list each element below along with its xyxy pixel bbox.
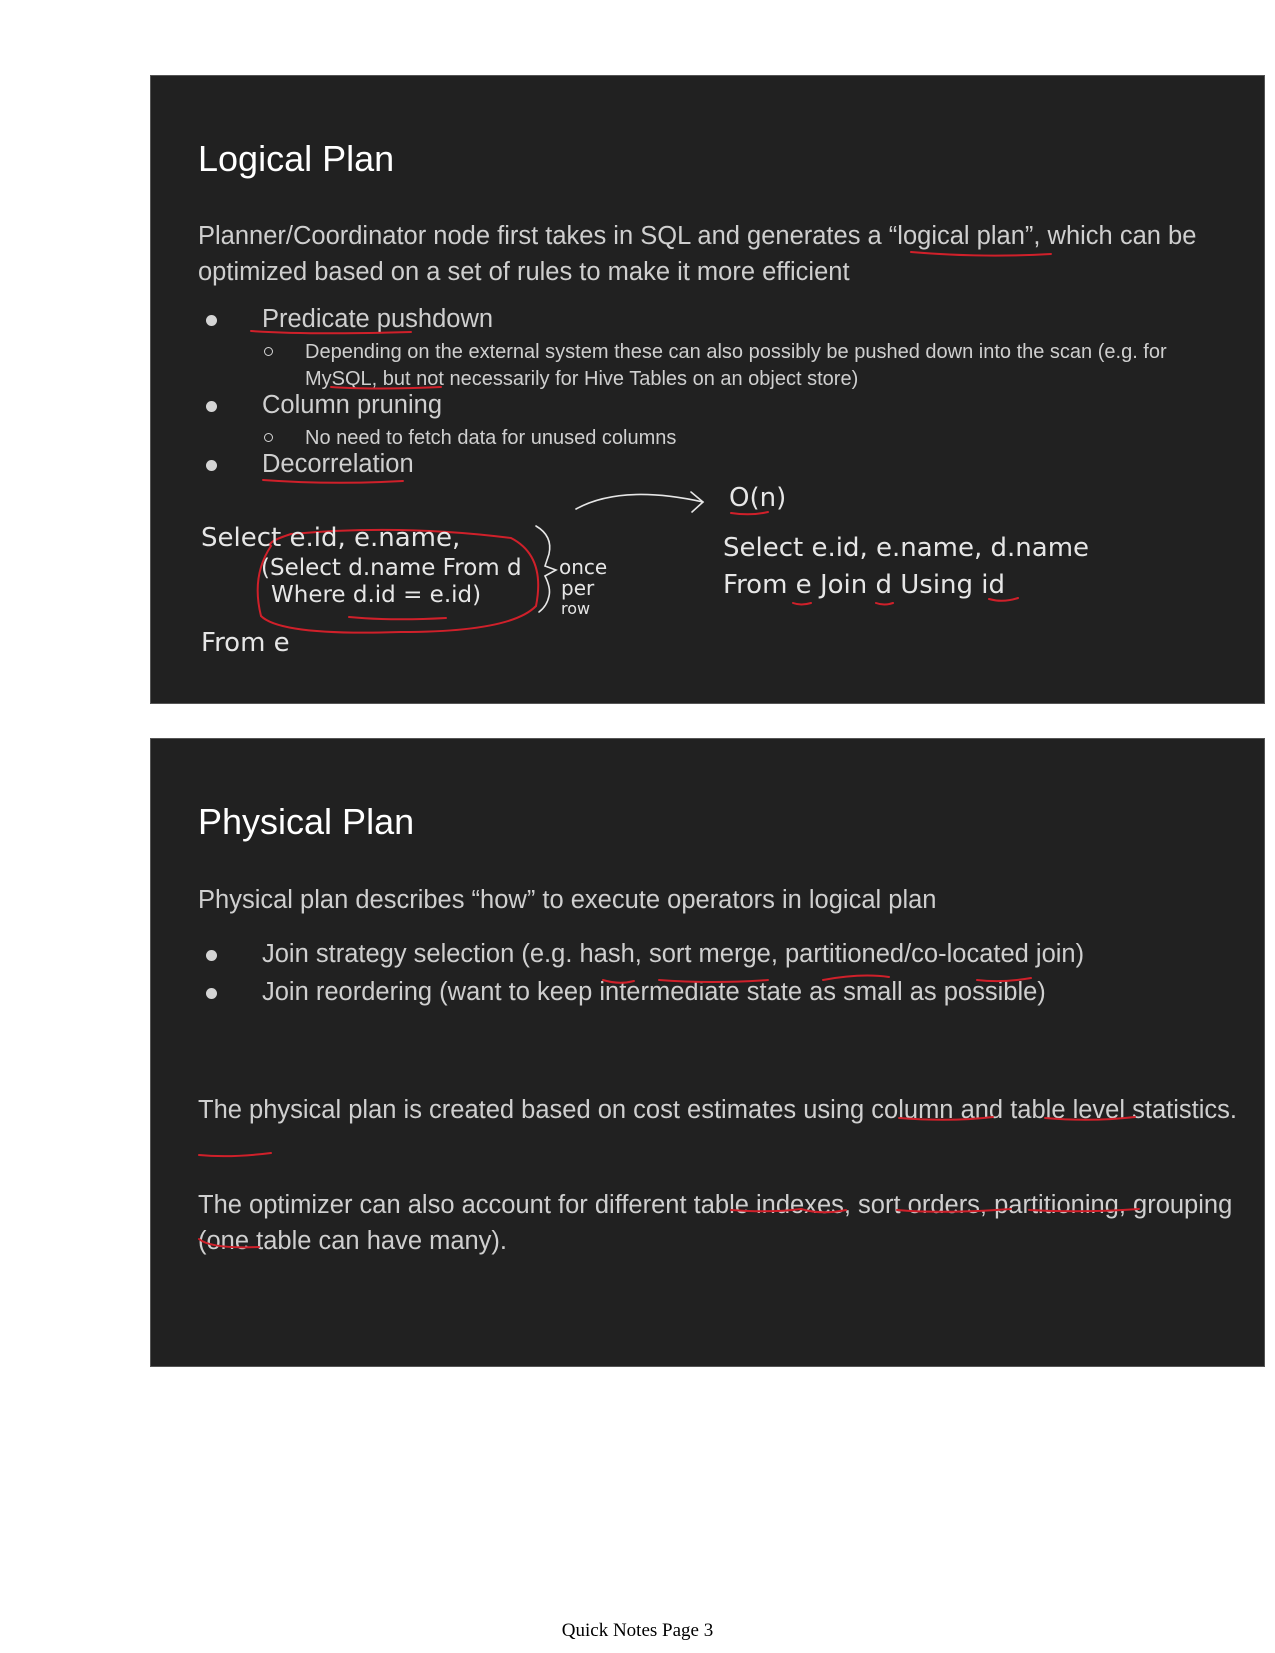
slide-logical-plan bbox=[150, 75, 1265, 704]
bullet-label: Decorrelation bbox=[262, 450, 414, 478]
bullet-label: Column pruning bbox=[262, 391, 443, 419]
sub-bullet-ring-icon bbox=[264, 433, 273, 442]
bullet-label: Join strategy selection (e.g. hash, sort merge, partitioned/co-located join) bbox=[262, 940, 1085, 968]
body-paragraph: The physical plan is created based on cost estimates using column and table level statistics. bbox=[198, 1096, 1237, 1124]
sub-bullet-ring-icon bbox=[264, 347, 273, 356]
handwritten-note-once: once bbox=[559, 555, 608, 579]
bullet-label: Predicate pushdown bbox=[262, 305, 494, 333]
sub-bullet-text: Depending on the external system these can also possibly be pushed down into the scan (e.g. for MySQL, but not necessarily for Hive Tables on an object store) bbox=[305, 341, 1167, 390]
sub-bullet-text: No need to fetch data for unused columns bbox=[305, 427, 677, 449]
bullet-dot-icon bbox=[206, 315, 217, 326]
page-footer: Quick Notes Page 3 bbox=[561, 1620, 714, 1641]
slide-title: Logical Plan bbox=[198, 138, 395, 179]
intro-paragraph: Physical plan describes “how” to execute operators in logical plan bbox=[198, 886, 937, 914]
bullet-dot-icon bbox=[206, 401, 217, 412]
slide-physical-plan bbox=[150, 738, 1265, 1367]
bullet-dot-icon bbox=[206, 950, 217, 961]
handwritten-note-per: per bbox=[561, 576, 595, 600]
intro-paragraph: Planner/Coordinator node first takes in SQL and generates a “logical plan”, which can be optimized based on a set of rules to make it more efficient bbox=[198, 222, 1197, 286]
handwritten-query-line-2: (Select d.name From d bbox=[261, 555, 522, 581]
handwritten-rewrite-line-1: Select e.id, e.name, d.name bbox=[723, 533, 1090, 563]
handwritten-complexity: O(n) bbox=[729, 483, 787, 513]
slide-title: Physical Plan bbox=[198, 801, 415, 842]
body-paragraph: The optimizer can also account for different table indexes, sort orders, partitioning, grouping (one table can have many). bbox=[198, 1191, 1233, 1255]
bullet-dot-icon bbox=[206, 988, 217, 999]
handwritten-rewrite-line-2: From e Join d Using id bbox=[723, 570, 1006, 600]
bullet-label: Join reordering (want to keep intermediate state as small as possible) bbox=[262, 978, 1046, 1006]
handwritten-note-row: row bbox=[561, 599, 591, 618]
handwritten-query-line-1: Select e.id, e.name, bbox=[201, 523, 461, 553]
bullet-dot-icon bbox=[206, 460, 217, 471]
handwritten-query-line-3: Where d.id = e.id) bbox=[271, 582, 482, 608]
handwritten-query-line-4: From e bbox=[201, 628, 290, 658]
